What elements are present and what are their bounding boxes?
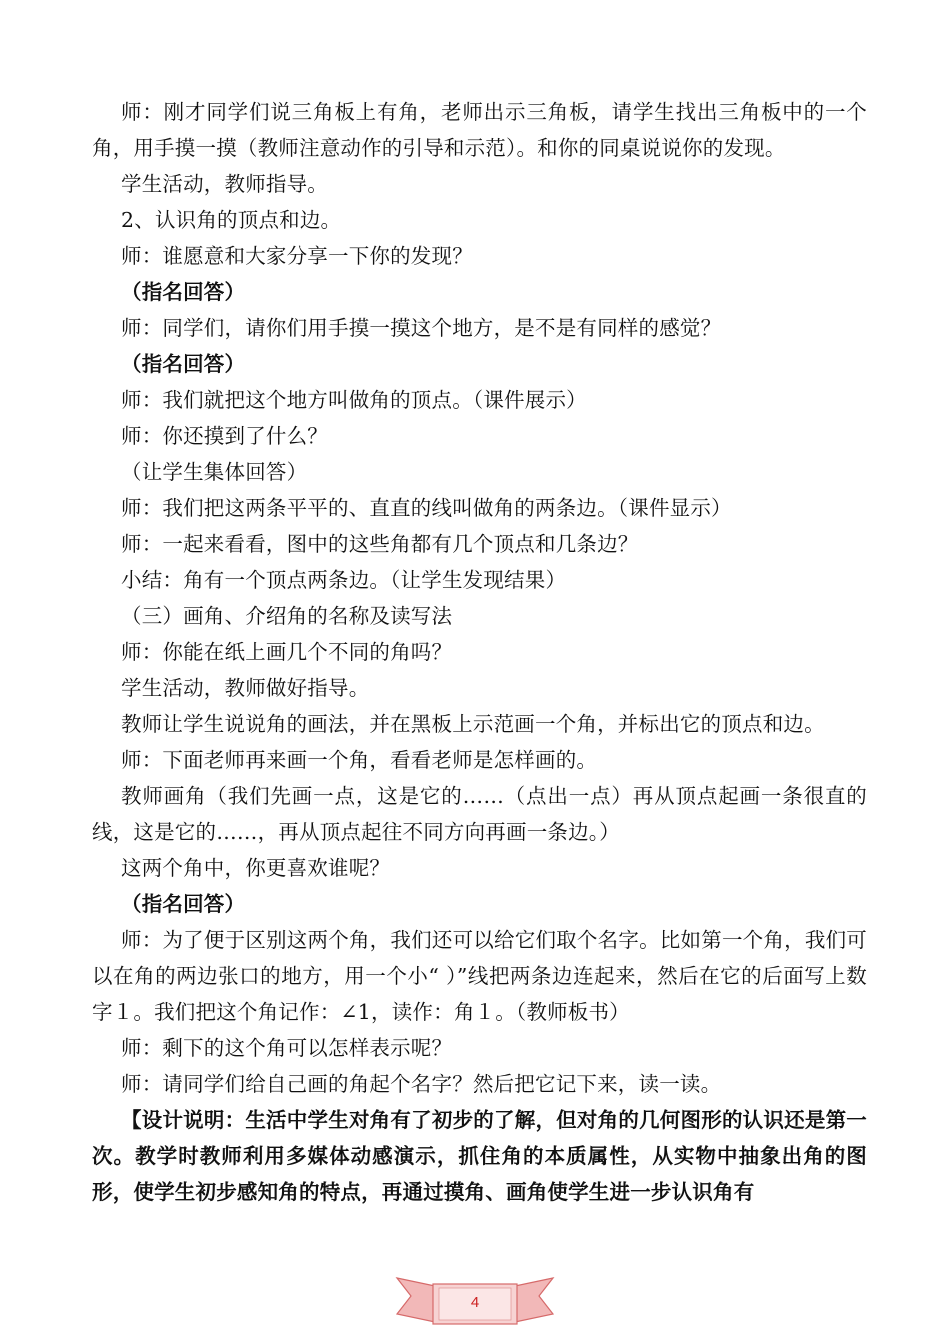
paragraph-7: （指名回答） xyxy=(121,352,246,376)
paragraph-5: （指名回答） xyxy=(121,280,246,304)
paragraph-20: 这两个角中，你更喜欢谁呢？ xyxy=(121,856,391,880)
paragraph-4: 师：谁愿意和大家分享一下你的发现？ xyxy=(121,244,473,268)
paragraph-12: 师：一起来看看，图中的这些角都有几个顶点和几条边？ xyxy=(121,532,639,556)
document-body xyxy=(92,94,867,1210)
paragraph-6: 师：同学们，请你们用手摸一摸这个地方，是不是有同样的感觉？ xyxy=(121,316,722,340)
paragraph-21: （指名回答） xyxy=(121,892,246,916)
paragraph-11: 师：我们把这两条平平的、直直的线叫做角的两条边。（课件显示） xyxy=(121,496,732,520)
paragraph-15: 师：你能在纸上画几个不同的角吗？ xyxy=(121,640,453,664)
paragraph-1: 师：刚才同学们说三角板上有角，老师出示三角板，请学生找出三角板中的一个角，用手摸一摸（教师注意动作的引导和示范）。和你的同桌说说你的发现。 xyxy=(92,100,867,160)
paragraph-17: 教师让学生说说角的画法，并在黑板上示范画一个角，并标出它的顶点和边。 xyxy=(121,712,825,736)
paragraph-2: 学生活动，教师指导。 xyxy=(121,172,328,196)
page-number: 4 xyxy=(470,1294,480,1311)
paragraph-3: 2、认识角的顶点和边。 xyxy=(121,208,342,232)
paragraph-9: 师：你还摸到了什么？ xyxy=(121,424,328,448)
paragraph-16: 学生活动，教师做好指导。 xyxy=(121,676,370,700)
paragraph-14: （三）画角、介绍角的名称及读写法 xyxy=(121,604,453,628)
paragraph-10: （让学生集体回答） xyxy=(121,460,308,484)
paragraph-19: 教师画角（我们先画一点，这是它的……（点出一点）再从顶点起画一条很直的线，这是它的……，再从顶点起往不同方向再画一条边。） xyxy=(92,784,867,844)
paragraph-24: 师：请同学们给自己画的角起个名字？然后把它记下来，读一读。 xyxy=(121,1072,722,1096)
paragraph-23: 师：剩下的这个角可以怎样表示呢？ xyxy=(121,1036,453,1060)
paragraph-8: 师：我们就把这个地方叫做角的顶点。（课件展示） xyxy=(121,388,587,412)
paragraph-18: 师：下面老师再来画一个角，看看老师是怎样画的。 xyxy=(121,748,598,772)
paragraph-22: 师：为了便于区别这两个角，我们还可以给它们取个名字。比如第一个角，我们可以在角的两边张口的地方，用一个小“ ）”线把两条边连起来，然后在它的后面写上数字１。我们把这个角记作：∠1，读作：角１。（教师板书） xyxy=(92,928,867,1024)
paragraph-25: 【设计说明：生活中学生对角有了初步的了解，但对角的几何图形的认识还是第一次。教学时教师利用多媒体动感演示，抓住角的本质属性，从实物中抽象出角的图形，使学生初步感知角的特点，再通过摸角、画角使学生进一步认识角有 xyxy=(92,1108,867,1204)
paragraph-13: 小结：角有一个顶点两条边。（让学生发现结果） xyxy=(121,568,567,592)
page-footer xyxy=(395,1268,555,1332)
